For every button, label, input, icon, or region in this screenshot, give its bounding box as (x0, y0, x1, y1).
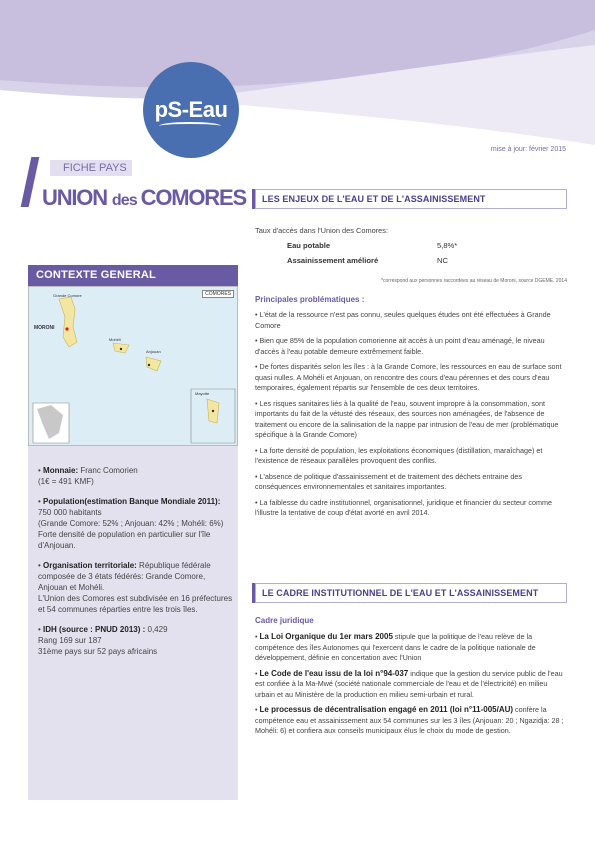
pseau-logo (143, 62, 239, 158)
cadre-heading: LE CADRE INSTITUTIONNEL DE L'EAU ET L'ASSAINISSEMENT (255, 583, 567, 603)
cadre-text: confère la compétence eau et assainissement aux 54 communes sur les 3 îles (Anjouan: 20 ; Ngazidja: 28 ; Mohéli: 6) et confiera aux conseils municipaux élus le choix du mode de gestion. (255, 705, 564, 735)
problem-item: • La faiblesse du cadre institutionnel, organisationnel, juridique et financier du secteur comme l'illustre la tentative de coup d'état avorté en avril 2014. (255, 497, 552, 517)
access-rates (255, 226, 567, 235)
rate-name: Assainissement amélioré (287, 256, 379, 265)
problem-item: • Les risques sanitaires liés à la qualité de l'eau, souvent impropre à la consommation, sont importants du fait de la vétusté des réseaux, des sources non aménagées, de l'absence de traitement ou encore de la salinisation de la nappe par intrusion de l'eau de mer (problématique spécifique à la Grande Comore) (255, 398, 559, 439)
cadre-text: indique que la gestion du service public de l'eau est confiée à la Ma-Mwé (société nationale commerciale de l'eau et de l'électricité) en milieu urbain et au Ministère de la production en milieu semi-urbain et rural. (255, 668, 563, 699)
update-date: mise à jour: février 2015 (490, 146, 566, 153)
rates-footnote: *correspond aux personnes raccordées au réseau de Moroni, source DGEME, 2014 (381, 278, 567, 284)
page-header (0, 0, 595, 145)
map-label-mayotte: Mayotte (195, 391, 210, 396)
map-graphic (29, 287, 238, 446)
item-text: République fédérale composée de 3 états fédérés: Grande Comore, Anjouan et Mohéli. (38, 561, 211, 592)
rate-name: Eau potable (287, 241, 331, 250)
problem-text: La faiblesse du cadre institutionnel, organisationnel, juridique et financier du secteur comme l'illustre la tentative de coup d'état avorté en avril 2014. (255, 497, 552, 517)
problem-item: • Bien que 85% de la population comorienne ait accès à un point d'eau aménagé, le niveau d'accès à l'eau potable demeure extrêmement faible. (255, 336, 545, 356)
item-text: Franc Comorien (78, 466, 138, 475)
problem-text: De fortes disparités selon les îles : à la Grande Comore, les ressources en eau de surface sont quasi nulles. A Mohéli et Anjouan, on rencontre des cours d'eau pérennes et des cours d'eau temporaires, également répartis sur l'ensemble de ces deux territoires. (255, 362, 562, 392)
item-label: Organisation territoriale: (43, 561, 137, 570)
map-label-moheli: Mohéli (109, 337, 121, 342)
item-text: 0,429 (145, 625, 168, 634)
item-extra: 31ème pays sur 52 pays africains (38, 647, 158, 656)
problems-list (255, 310, 567, 524)
problem-text: Les risques sanitaires liés à la qualité de l'eau, souvent impropre à la consommation, sont importants du fait de la vétusté des réseaux, des sources non aménagées, de l'absence de traitement ou encore de la salinisation de la nappe par intrusion de l'eau de mer (problématique spécifique à la Grande Comore) (255, 398, 559, 439)
title-part-union: UNION (42, 185, 112, 210)
logo-swoosh (159, 122, 221, 130)
item-text: 750 000 habitants (38, 508, 102, 517)
context-item-currency: • Monnaie: Franc Comorien (1€ = 491 KMF) (38, 466, 138, 486)
fiche-accent-bar (21, 157, 40, 207)
item-extra: (1€ = 491 KMF) (38, 477, 94, 486)
item-label: Monnaie: (43, 466, 79, 475)
comoros-map (28, 286, 238, 446)
cadre-item: • La Loi Organique du 1er mars 2005 stipule que la politique de l'eau relève de la compétence des îles Autonomes qui l'exercent dans le cadre de la politique nationale de développement, définie en concertation avec l'Union (255, 632, 536, 662)
rate-row-assainissement (287, 256, 537, 265)
cadre-subheading: Cadre juridique (255, 616, 314, 625)
item-extra: L'Union des Comores est subdivisée en 16 préfectures et 54 communes réparties entre les trois îles. (38, 594, 233, 614)
rate-value: 5,8%* (437, 241, 458, 250)
map-label-grande-comore: Grande Comore (53, 293, 82, 298)
item-extra: Rang 169 sur 187 (38, 636, 102, 645)
problem-item: • De fortes disparités selon les îles : à la Grande Comore, les ressources en eau de surface sont quasi nulles. A Mohéli et Anjouan, on rencontre des cours d'eau pérennes et des cours d'eau temporaires, également répartis sur l'ensemble de ces deux territoires. (255, 362, 562, 392)
problem-item: • La forte densité de population, les exploitations économiques (distillation, maraîchage) et l'existence de réseaux parallèles provoquent des conflits. (255, 445, 543, 465)
problems-heading: Principales problématiques : (255, 295, 365, 304)
item-extra: (Grande Comore: 52% ; Anjouan: 42% ; Mohéli: 6%) (38, 519, 224, 528)
problem-text: L'absence de politique d'assainissement et de traitement des déchets entraine des conséquences environnementales et sanitaires importantes. (255, 471, 522, 491)
title-part-comores: COMORES (140, 185, 246, 210)
header-wave-graphic (0, 0, 595, 145)
enjeux-heading: LES ENJEUX DE L'EAU ET DE L'ASSAINISSEMENT (255, 189, 567, 209)
page-title (42, 185, 246, 211)
context-item-population: • Population(estimation Banque Mondiale 2011): 750 000 habitants (Grande Comore: 52% ; Anjouan: 42% ; Mohéli: 6%) Forte densité de population en particulier sur l'île d'Anjouan. (38, 497, 224, 550)
context-heading: CONTEXTE GENERAL (28, 265, 238, 286)
title-part-des: des (111, 192, 141, 209)
rate-value: NC (437, 256, 448, 265)
problem-text: La forte densité de population, les exploitations économiques (distillation, maraîchage) et l'existence de réseaux parallèles provoquent des conflits. (255, 445, 543, 465)
context-item-idh: • IDH (source : PNUD 2013) : 0,429 Rang 169 sur 187 31ème pays sur 52 pays africains (38, 625, 168, 656)
map-label-anjouan: Anjouan (146, 349, 161, 354)
context-item-organisation: • Organisation territoriale: République fédérale composée de 3 états fédérés: Grande Comore, Anjouan et Mohéli. L'Union des Comores est subdivisée en 16 préfectures et 54 communes réparties entre les trois îles. (38, 561, 233, 614)
fiche-pays-label: FICHE PAYS (50, 160, 132, 176)
cadre-bold: Le processus de décentralisation engagé en 2011 (loi n°11-005/AU) (259, 705, 514, 714)
item-extra: Forte densité de population en particulier sur l'île d'Anjouan. (38, 530, 211, 550)
cadre-bold: La Loi Organique du 1er mars 2005 (259, 632, 393, 641)
map-label-moroni: MORONI (34, 325, 55, 331)
item-label: IDH (source : PNUD 2013) : (43, 625, 146, 634)
cadre-text: stipule que la politique de l'eau relève de la compétence des îles Autonomes qui l'exercent dans le cadre de la politique nationale de développement, définie en concertation avec l'Union (255, 632, 536, 662)
cadre-bold: Le Code de l'eau issu de la loi n°94-037 (259, 668, 409, 678)
rate-row-eau (287, 241, 537, 250)
map-tag: COMORES (202, 290, 234, 298)
logo-text: pS-Eau (154, 97, 228, 122)
cadre-item: • Le Code de l'eau issu de la loi n°94-037 indique que la gestion du service public de l'eau est confiée à la Ma-Mwé (société nationale commerciale de l'eau et de l'électricité) en milieu urbain et au Ministère de la production en milieu semi-urbain et rural. (255, 668, 563, 699)
item-label: Population(estimation Banque Mondiale 2011): (43, 497, 221, 506)
problem-text: L'état de la ressource n'est pas connu, seules quelques études ont été effectuées à Grande Comore (255, 310, 551, 330)
cadre-item: • Le processus de décentralisation engagé en 2011 (loi n°11-005/AU) confère la compétence eau et assainissement aux 54 communes sur les 3 îles (Anjouan: 20 ; Ngazidja: 28 ; Mohéli: 6) et confiera aux conseils municipaux élus le choix du mode de gestion. (255, 705, 564, 735)
rates-intro: Taux d'accès dans l'Union des Comores: (255, 226, 389, 235)
cadre-list (255, 632, 567, 742)
context-list (38, 465, 233, 666)
problem-item: • L'absence de politique d'assainissement et de traitement des déchets entraine des conséquences environnementales et sanitaires importantes. (255, 471, 522, 491)
problem-item: • L'état de la ressource n'est pas connu, seules quelques études ont été effectuées à Grande Comore (255, 310, 551, 330)
problem-text: Bien que 85% de la population comorienne ait accès à un point d'eau aménagé, le niveau d'accès à l'eau potable demeure extrêmement faible. (255, 336, 545, 356)
